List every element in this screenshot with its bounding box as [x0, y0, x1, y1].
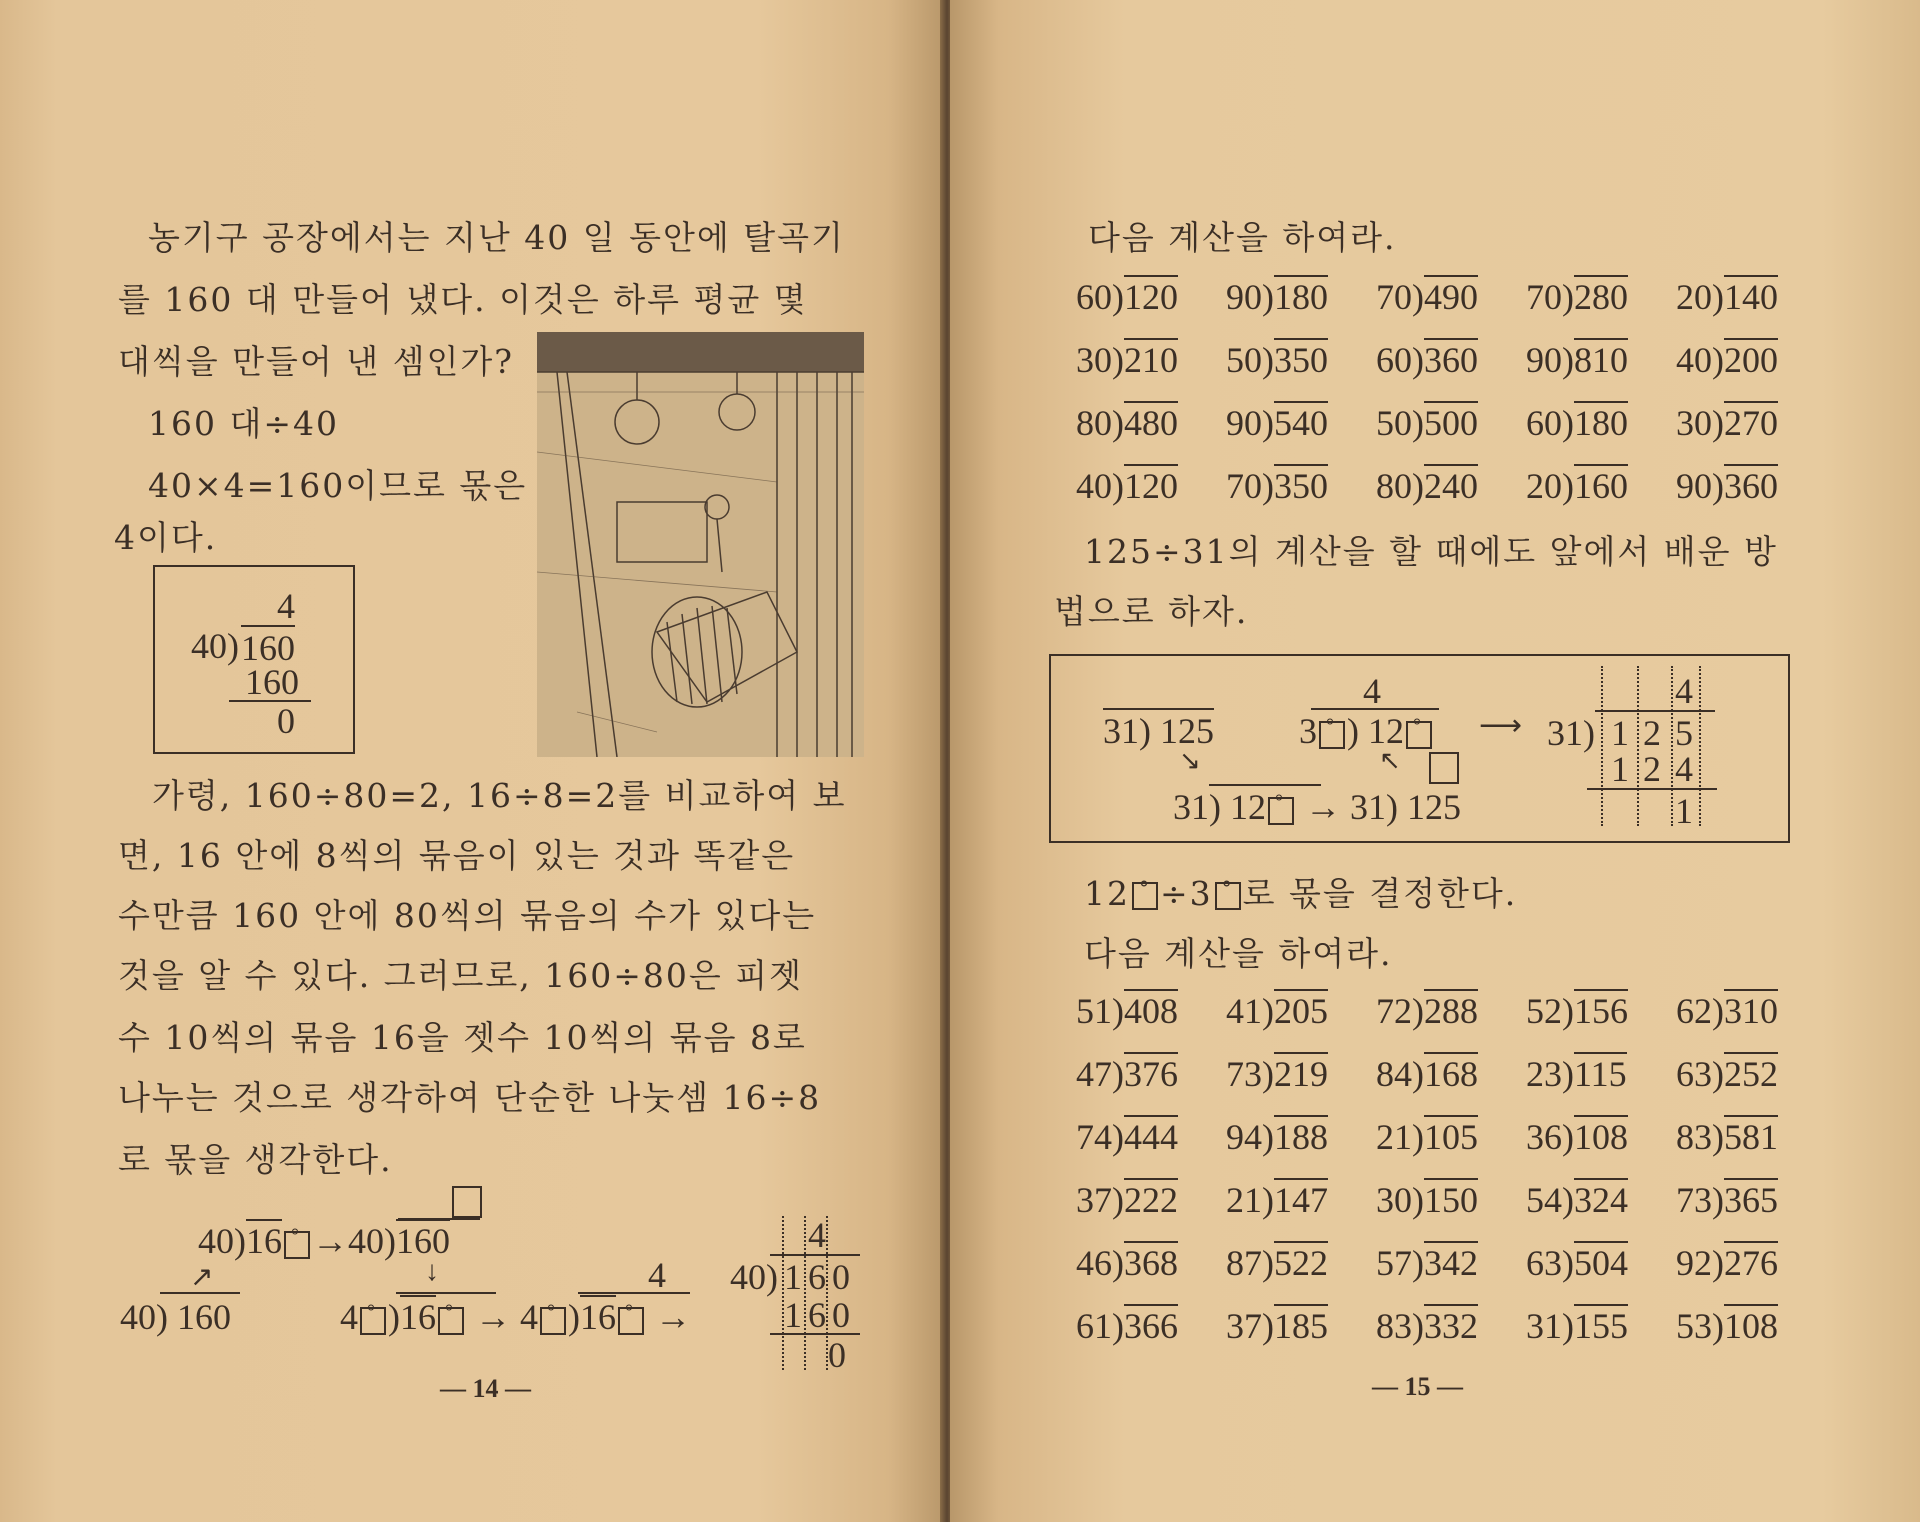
digit: 4 [1675, 749, 1693, 789]
rule [578, 1292, 690, 1294]
dividend: 366 [1124, 1306, 1178, 1346]
left-page [0, 0, 945, 1522]
dividend: 540 [1274, 403, 1328, 443]
quotient: 4 [277, 586, 295, 626]
divisor: 94) [1226, 1117, 1274, 1157]
division-exercise [1076, 276, 1178, 318]
column-guide [1671, 666, 1673, 826]
digit-box [540, 1307, 566, 1335]
dividend: 168 [1424, 1054, 1478, 1094]
arrow-right-icon: ⟶ [1479, 709, 1523, 742]
digit-box [618, 1307, 644, 1335]
divisor: 31) [1547, 713, 1595, 753]
division-exercise [1226, 465, 1328, 507]
dividend: 280 [1574, 277, 1628, 317]
division-exercise [1676, 402, 1778, 444]
dividend: 180 [1574, 403, 1628, 443]
dividend: 147 [1274, 1180, 1328, 1220]
text-line: 125÷31의 계산을 할 때에도 앞에서 배운 방 [1084, 532, 1778, 571]
divisor: 47) [1076, 1054, 1124, 1094]
dividend: 205 [1274, 991, 1328, 1031]
expression: 160 대÷40 [148, 404, 339, 443]
division-a: 31) 125 [1103, 708, 1214, 752]
division-exercise [1226, 1116, 1328, 1158]
division-exercise [1676, 276, 1778, 318]
note-line: 12° ÷3° 로 몫을 결정한다. [1084, 868, 1517, 915]
division-exercise [1376, 339, 1478, 381]
divisor: 63) [1526, 1243, 1574, 1283]
text-line: 를 160 대 만들어 냈다. 이것은 하루 평균 몇 [118, 280, 808, 319]
dividend: 522 [1274, 1243, 1328, 1283]
dividend: 160 [784, 1257, 856, 1297]
division-exercise [1226, 1242, 1328, 1284]
dividend: 240 [1424, 466, 1478, 506]
divisor: 80) [1076, 403, 1124, 443]
column-guide [1699, 666, 1701, 826]
method-diagram [1049, 654, 1790, 843]
divisor: 73) [1226, 1054, 1274, 1094]
divisor: 84) [1376, 1054, 1424, 1094]
divisor: 31) [1526, 1306, 1574, 1346]
dividend: 408 [1124, 991, 1178, 1031]
division-exercise [1676, 1305, 1778, 1347]
right-page [950, 0, 1920, 1522]
divisor: 51) [1076, 991, 1124, 1031]
digit: 2 [1643, 713, 1661, 753]
dividend: 270 [1724, 403, 1778, 443]
divisor: 30) [1376, 1180, 1424, 1220]
dividend: 500 [1424, 403, 1478, 443]
text-line: 면, 16 안에 8씩의 묶음이 있는 것과 똑같은 [118, 836, 796, 875]
divisor: 53) [1676, 1306, 1724, 1346]
division-b: 40)16° →40)160 [198, 1220, 450, 1262]
division-a: 40) 160 [120, 1297, 231, 1337]
divisor: 30) [1076, 340, 1124, 380]
page-number: — 14 — [440, 1374, 531, 1403]
remainder: 0 [828, 1335, 846, 1375]
divisor: 36) [1526, 1117, 1574, 1157]
rule [770, 1333, 860, 1335]
divisor: 70) [1526, 277, 1574, 317]
division-exercise [1676, 339, 1778, 381]
arrow-se-icon: ↘ [1179, 746, 1201, 775]
digit-box [1406, 721, 1432, 749]
divisor: 41) [1226, 991, 1274, 1031]
division-exercise [1526, 1116, 1628, 1158]
product: 160 [784, 1295, 856, 1335]
divisor: 90) [1676, 466, 1724, 506]
digit-box [1319, 721, 1345, 749]
dividend: 480 [1124, 403, 1178, 443]
quotient-box [1429, 752, 1459, 784]
division-exercise [1526, 339, 1628, 381]
divisor: 50) [1226, 340, 1274, 380]
division-exercise [1376, 990, 1478, 1032]
dividend: 490 [1424, 277, 1478, 317]
column-guide [1637, 666, 1639, 826]
quotient: 4 [1675, 671, 1693, 711]
expression: 4이다. [114, 518, 218, 557]
text-line: 법으로 하자. [1054, 592, 1249, 631]
divisor: 20) [1676, 277, 1724, 317]
divisor: 37) [1226, 1306, 1274, 1346]
divisor: 40) [1676, 340, 1724, 380]
dividend: 444 [1124, 1117, 1178, 1157]
division-exercise [1526, 990, 1628, 1032]
division-exercise [1676, 990, 1778, 1032]
divisor: 62) [1676, 991, 1724, 1031]
expression: 40×4=160이므로 몫은 [148, 466, 528, 505]
text-line: 로 몫을 생각한다. [118, 1140, 393, 1179]
text-line: 수 10씩의 묶음 16을 젯수 10씩의 묶음 8로 [118, 1018, 807, 1057]
digit-box [360, 1307, 386, 1335]
divisor: 40) [730, 1257, 778, 1297]
dividend: 288 [1424, 991, 1478, 1031]
dividend: 185 [1274, 1306, 1328, 1346]
threshing-machine-illustration [537, 332, 864, 757]
divisor: 72) [1376, 991, 1424, 1031]
divisor: 40) [1076, 466, 1124, 506]
divisor: 46) [1076, 1243, 1124, 1283]
division-exercise [1676, 1179, 1778, 1221]
division-exercise [1226, 1053, 1328, 1095]
dividend: 360 [1424, 340, 1478, 380]
dividend: 365 [1724, 1180, 1778, 1220]
dividend: 140 [1724, 277, 1778, 317]
dividend: 120 [1124, 466, 1178, 506]
divisor: 74) [1076, 1117, 1124, 1157]
dividend: 368 [1124, 1243, 1178, 1283]
digit-box [1215, 882, 1241, 910]
division-exercise [1376, 465, 1478, 507]
quotient: 4 [1363, 671, 1381, 711]
divisor: 60) [1076, 277, 1124, 317]
divisor: 30) [1676, 403, 1724, 443]
digit-box [438, 1307, 464, 1335]
dividend: 581 [1724, 1117, 1778, 1157]
division-exercise [1226, 402, 1328, 444]
division-exercise [1526, 465, 1628, 507]
division-exercise [1376, 276, 1478, 318]
division-exercise [1676, 1053, 1778, 1095]
divisor: 61) [1076, 1306, 1124, 1346]
divisor: 60) [1526, 403, 1574, 443]
heading: 다음 계산을 하여라. [1088, 218, 1397, 257]
arrow-down-icon: ↓ [425, 1256, 439, 1287]
division-exercise [1526, 1053, 1627, 1095]
division-exercise [1526, 1305, 1628, 1347]
division-d: 31) 12° → 31) 125 [1173, 786, 1461, 828]
division-exercise [1376, 1179, 1478, 1221]
dividend: 155 [1574, 1306, 1628, 1346]
divisor: 63) [1676, 1054, 1724, 1094]
divisor: 21) [1376, 1117, 1424, 1157]
dividend: 180 [1274, 277, 1328, 317]
division-exercise [1076, 1116, 1178, 1158]
column-guide [1601, 666, 1603, 826]
dividend: 156 [1574, 991, 1628, 1031]
dividend: 115 [1574, 1054, 1627, 1094]
text-line: 나누는 것으로 생각하여 단순한 나눗셈 16÷8 [118, 1078, 822, 1117]
division-b: 3° ) 12° [1299, 710, 1434, 752]
factory-illustration [537, 332, 864, 757]
quotient: 4 [648, 1255, 666, 1295]
dividend: 188 [1274, 1117, 1328, 1157]
rule [396, 1292, 496, 1294]
dividend: 252 [1724, 1054, 1778, 1094]
divisor: 73) [1676, 1180, 1724, 1220]
divisor: 37) [1076, 1180, 1124, 1220]
division-exercise [1676, 1242, 1778, 1284]
divisor: 83) [1676, 1117, 1724, 1157]
division-exercise [1376, 1053, 1478, 1095]
divisor: 90) [1526, 340, 1574, 380]
division-exercise [1676, 1116, 1778, 1158]
division-exercise [1676, 465, 1778, 507]
division-exercise [1226, 1305, 1328, 1347]
division-exercise [1376, 1242, 1478, 1284]
division-exercise [1226, 990, 1328, 1032]
dividend: 376 [1124, 1054, 1178, 1094]
divisor: 92) [1676, 1243, 1724, 1283]
dividend: 160 [241, 625, 295, 669]
boxed-division [153, 565, 355, 754]
divisor: 52) [1526, 991, 1574, 1031]
divisor: 20) [1526, 466, 1574, 506]
division-exercise [1226, 339, 1328, 381]
remainder: 1 [1675, 791, 1693, 831]
quotient: 4 [808, 1215, 826, 1255]
divisor: 83) [1376, 1306, 1424, 1346]
dividend: 342 [1424, 1243, 1478, 1283]
dividend: 310 [1724, 991, 1778, 1031]
divisor: 87) [1226, 1243, 1274, 1283]
digit: 2 [1643, 749, 1661, 789]
division-exercise [1376, 1305, 1478, 1347]
divisor: 54) [1526, 1180, 1574, 1220]
divisor: 70) [1226, 466, 1274, 506]
division-exercise [1076, 1242, 1178, 1284]
dividend: 108 [1724, 1306, 1778, 1346]
dividend: 150 [1424, 1180, 1478, 1220]
dividend: 120 [1124, 277, 1178, 317]
divisor: 57) [1376, 1243, 1424, 1283]
division-exercise [1076, 1305, 1178, 1347]
division-exercise [1376, 1116, 1478, 1158]
digit: 1 [1611, 713, 1629, 753]
divisor: 60) [1376, 340, 1424, 380]
division-exercise [1226, 1179, 1328, 1221]
text-line: 수만큼 160 안에 80씩의 묶음의 수가 있다는 [118, 896, 817, 935]
division-exercise [1076, 465, 1178, 507]
arrow-up-icon: ↗ [190, 1262, 214, 1293]
dividend: 222 [1124, 1180, 1178, 1220]
dividend: 108 [1574, 1117, 1628, 1157]
text-line: 것을 알 수 있다. 그러므로, 160÷80은 피젯 [118, 956, 803, 995]
dividend: 276 [1724, 1243, 1778, 1283]
dividend: 324 [1574, 1180, 1628, 1220]
division-exercise [1076, 1053, 1178, 1095]
rule [398, 1218, 480, 1220]
remainder: 0 [277, 701, 295, 741]
dividend: 504 [1574, 1243, 1628, 1283]
divisor: 70) [1376, 277, 1424, 317]
quotient-box [452, 1186, 482, 1218]
divisor: 80) [1376, 466, 1424, 506]
division-exercise [1076, 1179, 1178, 1221]
rule [229, 700, 311, 702]
divisor: 40) [191, 626, 239, 666]
text-line: 대씩을 만들어 낸 셈인가? [118, 342, 514, 381]
division-c: 4° )16° → 4° )16° → [340, 1296, 691, 1338]
divisor: 90) [1226, 277, 1274, 317]
division-exercise [1076, 402, 1178, 444]
dividend: 210 [1124, 340, 1178, 380]
text-line: 가령, 160÷80=2, 16÷8=2를 비교하여 보 [152, 776, 847, 815]
text-line: 농기구 공장에서는 지난 40 일 동안에 탈곡기 [148, 218, 845, 257]
dividend: 350 [1274, 466, 1328, 506]
digit: 1 [1611, 749, 1629, 789]
divisor: 50) [1376, 403, 1424, 443]
dividend: 219 [1274, 1054, 1328, 1094]
division-exercise [1076, 339, 1178, 381]
dividend: 332 [1424, 1306, 1478, 1346]
divisor: 90) [1226, 403, 1274, 443]
division-exercise [1076, 990, 1178, 1032]
divisor: 23) [1526, 1054, 1574, 1094]
digit-box [284, 1231, 310, 1259]
heading: 다음 계산을 하여라. [1084, 934, 1393, 973]
dividend: 360 [1724, 466, 1778, 506]
product: 160 [245, 662, 299, 702]
dividend: 160 [1574, 466, 1628, 506]
page-number: — 15 — [1372, 1372, 1463, 1401]
rule [1587, 788, 1717, 790]
division-exercise [1526, 276, 1628, 318]
digit-box [1268, 797, 1294, 825]
division-exercise [1226, 276, 1328, 318]
digit-box [1132, 882, 1158, 910]
division-exercise [1526, 1242, 1628, 1284]
division-exercise [1376, 402, 1478, 444]
division-exercise [1526, 402, 1628, 444]
dividend: 810 [1574, 340, 1628, 380]
divisor: 21) [1226, 1180, 1274, 1220]
dividend: 200 [1724, 340, 1778, 380]
dividend: 105 [1424, 1117, 1478, 1157]
digit: 5 [1675, 713, 1693, 753]
dividend: 350 [1274, 340, 1328, 380]
division-exercise [1526, 1179, 1628, 1221]
arrow-nw-icon: ↖ [1379, 746, 1401, 775]
